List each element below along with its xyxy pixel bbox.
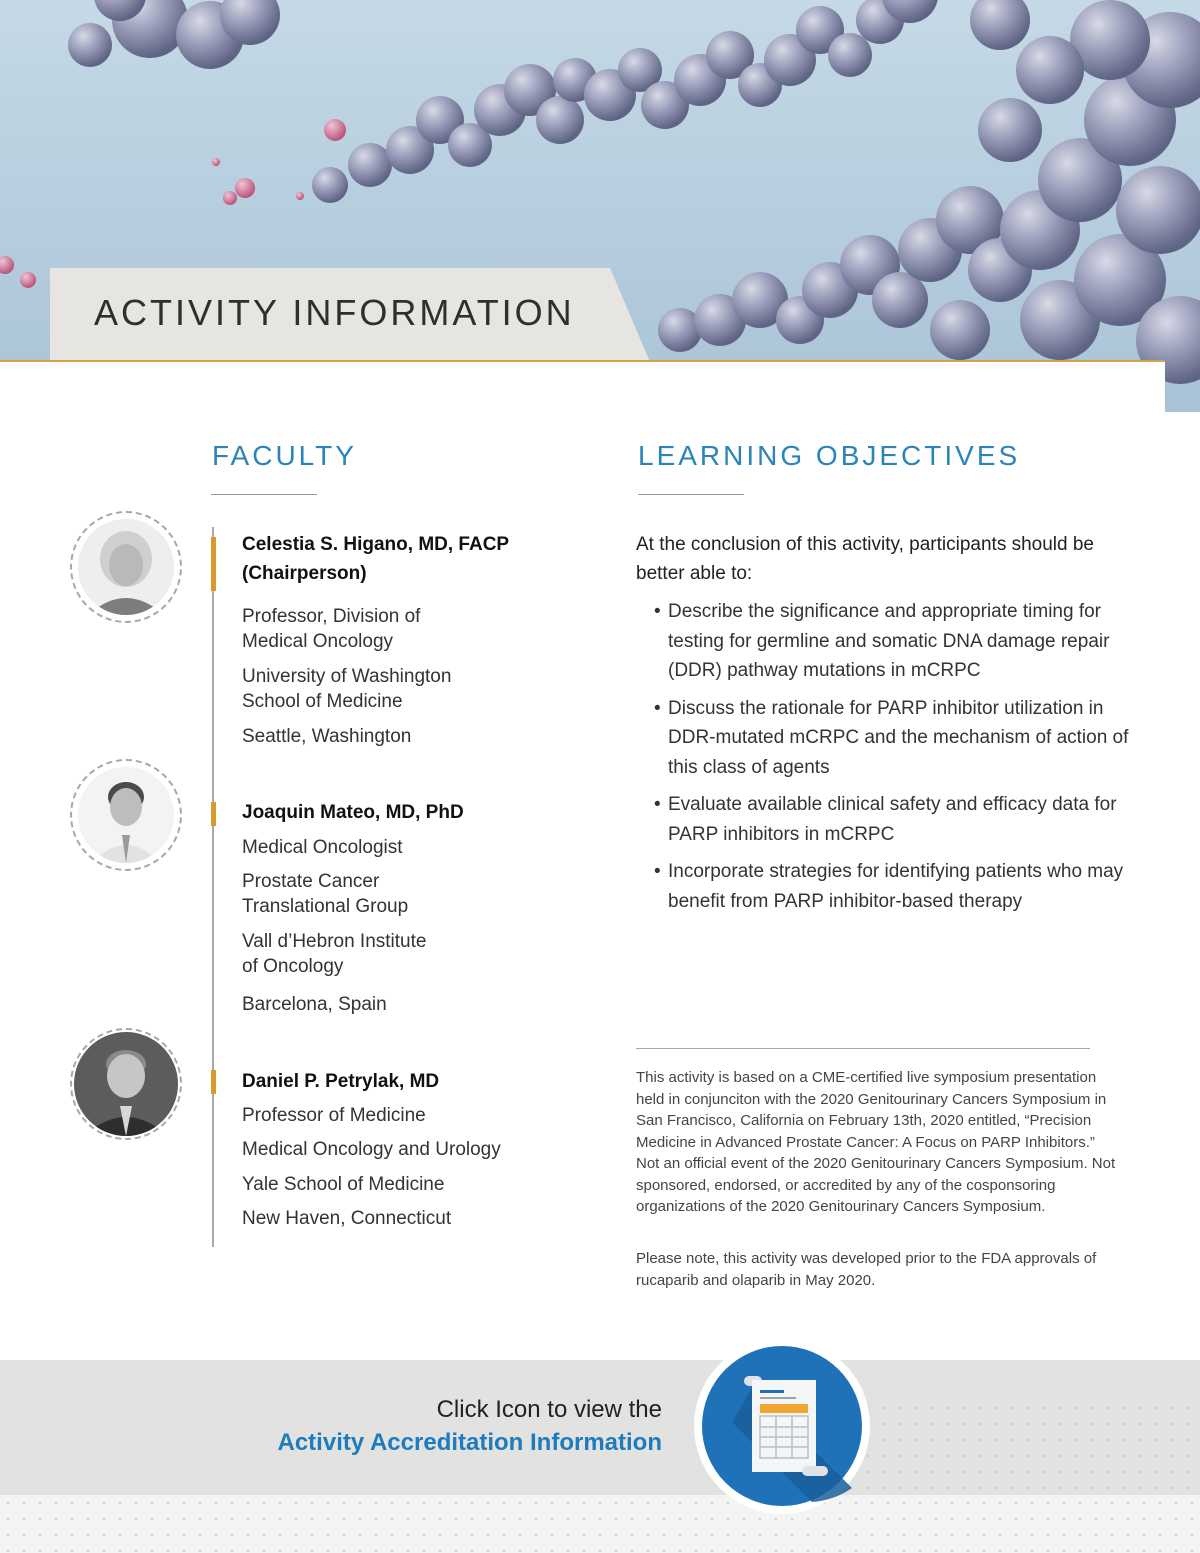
accreditation-document-icon[interactable] bbox=[692, 1336, 872, 1516]
avatar-higano bbox=[70, 511, 182, 623]
page-title: ACTIVITY INFORMATION bbox=[94, 292, 575, 333]
faculty-heading-rule bbox=[211, 494, 317, 495]
timeline-marker-3 bbox=[211, 1070, 216, 1094]
objective-item: • Discuss the rationale for PARP inhibitor utilization in DDR-mutated mCRPC and the mechanism of action of this class of agents bbox=[654, 694, 1134, 783]
faculty-detail: Barcelona, Spain bbox=[242, 994, 387, 1015]
faculty-detail: of Oncology bbox=[242, 956, 344, 977]
faculty-detail: Yale School of Medicine bbox=[242, 1174, 445, 1195]
faculty-detail: University of Washington bbox=[242, 666, 452, 687]
activity-note: This activity is based on a CME-certified live symposium presentation held in conjunciton with the 2020 Genitourinary Cancers Symposium in San Francisco, California on February 13th, 2020 entitled, “Precision Medicine in Advanced Prostate Cancer: A Focus on PARP Inhibitors.” Not an official event of the 2020 Genitourinary Cancers Symposium. Not sponsored, endorsed, or accredited by any of the cosponsoring organizations of the 2020 Genitourinary Cancers Symposium. bbox=[636, 1069, 1116, 1215]
footer-dot-pattern bbox=[860, 1400, 1200, 1495]
faculty-detail: School of Medicine bbox=[242, 691, 403, 712]
faculty-name-1: Celestia S. Higano, MD, FACP bbox=[242, 534, 510, 555]
fda-note: Please note, this activity was developed prior to the FDA approvals of rucaparib and olaparib in May 2020. bbox=[636, 1250, 1097, 1289]
content-panel-top bbox=[0, 362, 1165, 422]
faculty-detail: Seattle, Washington bbox=[242, 726, 412, 747]
timeline-marker-2 bbox=[211, 802, 216, 826]
footer-dot-strip bbox=[0, 1495, 1200, 1553]
faculty-detail: Translational Group bbox=[242, 896, 409, 917]
faculty-detail: Prostate Cancer bbox=[242, 871, 380, 892]
objectives-heading-rule bbox=[638, 494, 744, 495]
timeline-marker-1 bbox=[211, 537, 216, 591]
footer-prompt: Click Icon to view the bbox=[436, 1396, 662, 1423]
faculty-detail: Vall d’Hebron Institute bbox=[242, 931, 427, 952]
objectives-list bbox=[654, 597, 1134, 924]
faculty-detail: New Haven, Connecticut bbox=[242, 1208, 452, 1229]
faculty-timeline bbox=[212, 527, 214, 1247]
portrait-icon bbox=[78, 519, 174, 615]
notes-divider bbox=[636, 1048, 1090, 1049]
objectives-heading: LEARNING OBJECTIVES bbox=[638, 440, 1021, 471]
faculty-heading: FACULTY bbox=[212, 440, 357, 471]
portrait-icon bbox=[78, 767, 174, 863]
portrait-icon bbox=[74, 1032, 178, 1136]
faculty-detail: Professor of Medicine bbox=[242, 1105, 426, 1126]
faculty-name-1-role: (Chairperson) bbox=[242, 563, 367, 584]
objective-item: • Evaluate available clinical safety and efficacy data for PARP inhibitors in mCRPC bbox=[654, 790, 1134, 849]
objective-item: • Describe the significance and appropriate timing for testing for germline and somatic DNA damage repair (DDR) pathway mutations in mCRPC bbox=[654, 597, 1134, 686]
faculty-name-3: Daniel P. Petrylak, MD bbox=[242, 1071, 440, 1092]
document-table-icon[interactable] bbox=[692, 1336, 872, 1516]
objective-item: • Incorporate strategies for identifying patients who may benefit from PARP inhibitor-based therapy bbox=[654, 857, 1134, 916]
avatar-petrylak bbox=[70, 1028, 182, 1140]
avatar-mateo bbox=[70, 759, 182, 871]
faculty-name-2: Joaquin Mateo, MD, PhD bbox=[242, 802, 464, 823]
faculty-detail: Professor, Division of bbox=[242, 606, 421, 627]
accreditation-link[interactable]: Activity Accreditation Information bbox=[277, 1429, 662, 1456]
objectives-intro: At the conclusion of this activity, participants should be better able to: bbox=[636, 534, 1095, 584]
faculty-detail: Medical Oncology and Urology bbox=[242, 1139, 501, 1160]
faculty-detail: Medical Oncologist bbox=[242, 837, 403, 858]
faculty-detail: Medical Oncology bbox=[242, 631, 394, 652]
